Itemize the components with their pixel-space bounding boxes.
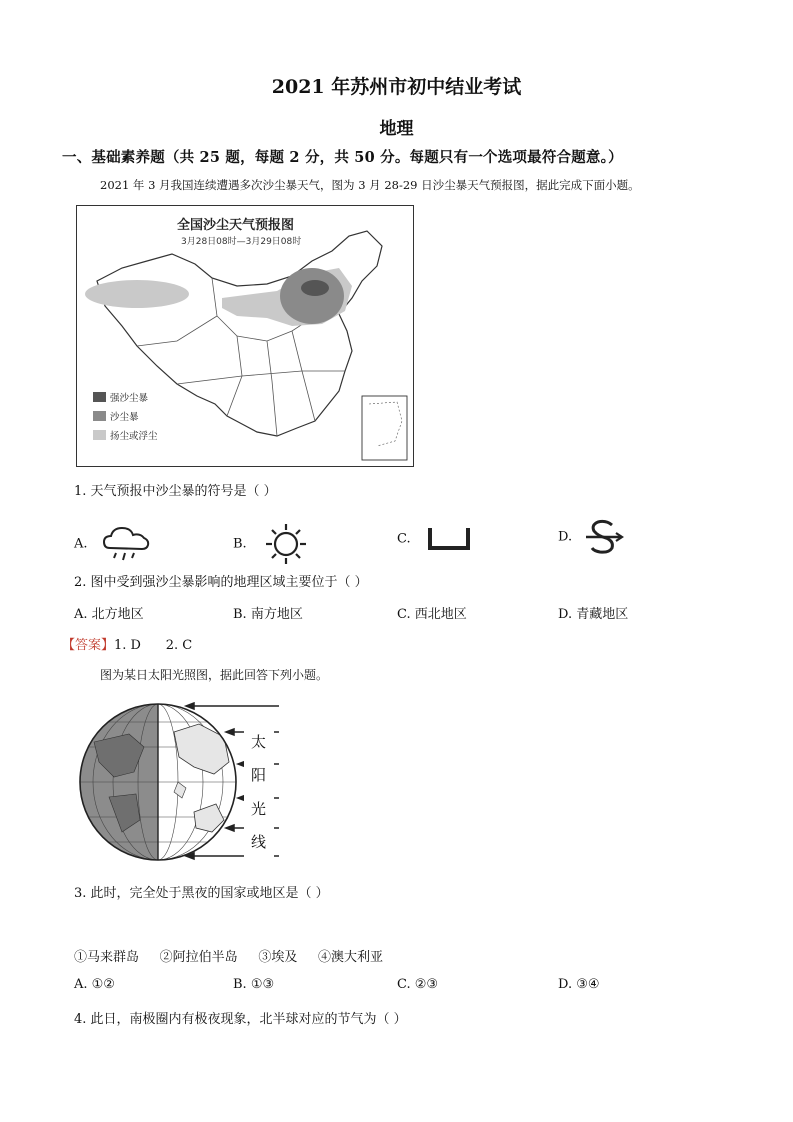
answer-text: 1. D 2. C — [114, 638, 193, 653]
q1-option-d[interactable]: D. — [558, 518, 626, 556]
map-date-range: 3月28日08时—3月29日08时 — [181, 237, 302, 247]
sandstorm-area — [280, 268, 344, 324]
q2-option-a[interactable]: A. 北方地区 — [74, 607, 144, 622]
section-heading: 一、基础素养题（共 25 题，每题 2 分，共 50 分。每题只有一个选项最符合题意。） — [62, 149, 623, 166]
question-4: 4. 此日，南极圈内有极夜现象，北半球对应的节气为（ ） — [74, 1012, 407, 1027]
sunlight-char-3: 光 — [251, 800, 267, 818]
page-title: 2021 年苏州市初中结业考试 — [271, 76, 522, 98]
dust-forecast-map — [76, 205, 414, 467]
q1-option-a[interactable]: A. — [74, 524, 154, 564]
question-2: 2. 图中受到强沙尘暴影响的地理区域主要位于（ ） — [74, 575, 368, 590]
answer-tag: 【答案】 — [62, 638, 115, 653]
legend-storm: 沙尘暴 — [93, 409, 139, 423]
q2-option-b[interactable]: B. 南方地区 — [233, 607, 303, 622]
strong-sandstorm-area — [301, 280, 329, 296]
legend-strong: 强沙尘暴 — [93, 390, 148, 404]
q3-option-c[interactable]: C. ②③ — [397, 977, 439, 992]
cloud-rain-icon — [92, 524, 154, 564]
page-subtitle: 地理 — [379, 119, 414, 139]
sun-icon — [251, 522, 309, 566]
sunlight-char-4: 线 — [251, 833, 267, 851]
bracket-symbol-icon — [415, 524, 475, 554]
q2-option-c[interactable]: C. 西北地区 — [397, 607, 467, 622]
question-3: 3. 此时，完全处于黑夜的国家或地区是（ ） — [74, 886, 329, 901]
q3-option-b[interactable]: B. ①③ — [233, 977, 275, 992]
q3-option-a[interactable]: A. ①② — [74, 977, 115, 992]
answer-line — [62, 634, 192, 653]
map-title: 全国沙尘天气预报图 — [177, 218, 295, 233]
q3-items: ①马来群岛 ②阿拉伯半岛 ③埃及 ④澳大利亚 — [74, 950, 383, 965]
legend-dust: 扬尘或浮尘 — [93, 428, 158, 442]
q3-option-d[interactable]: D. ③④ — [558, 977, 600, 992]
q2-option-d[interactable]: D. 青藏地区 — [558, 607, 629, 622]
sunlight-char-2: 阳 — [251, 766, 267, 784]
group2-intro: 图为某日太阳光照图，据此回答下列小题。 — [100, 668, 329, 682]
group1-intro: 2021 年 3 月我国连续遭遇多次沙尘暴天气，图为 3 月 28-29 日沙尘暴天气预报图，据此完成下面小题。 — [100, 178, 640, 192]
question-1: 1. 天气预报中沙尘暴的符号是（ ） — [74, 484, 277, 499]
sandstorm-symbol-icon — [576, 518, 626, 556]
china-map-outline — [77, 206, 413, 466]
sunlight-globe-figure — [74, 702, 284, 862]
dust-area-west — [85, 280, 189, 308]
q1-option-c[interactable]: C. — [397, 524, 475, 554]
q1-option-b[interactable]: B. — [233, 522, 309, 566]
sunlight-char-1: 太 — [251, 733, 267, 751]
